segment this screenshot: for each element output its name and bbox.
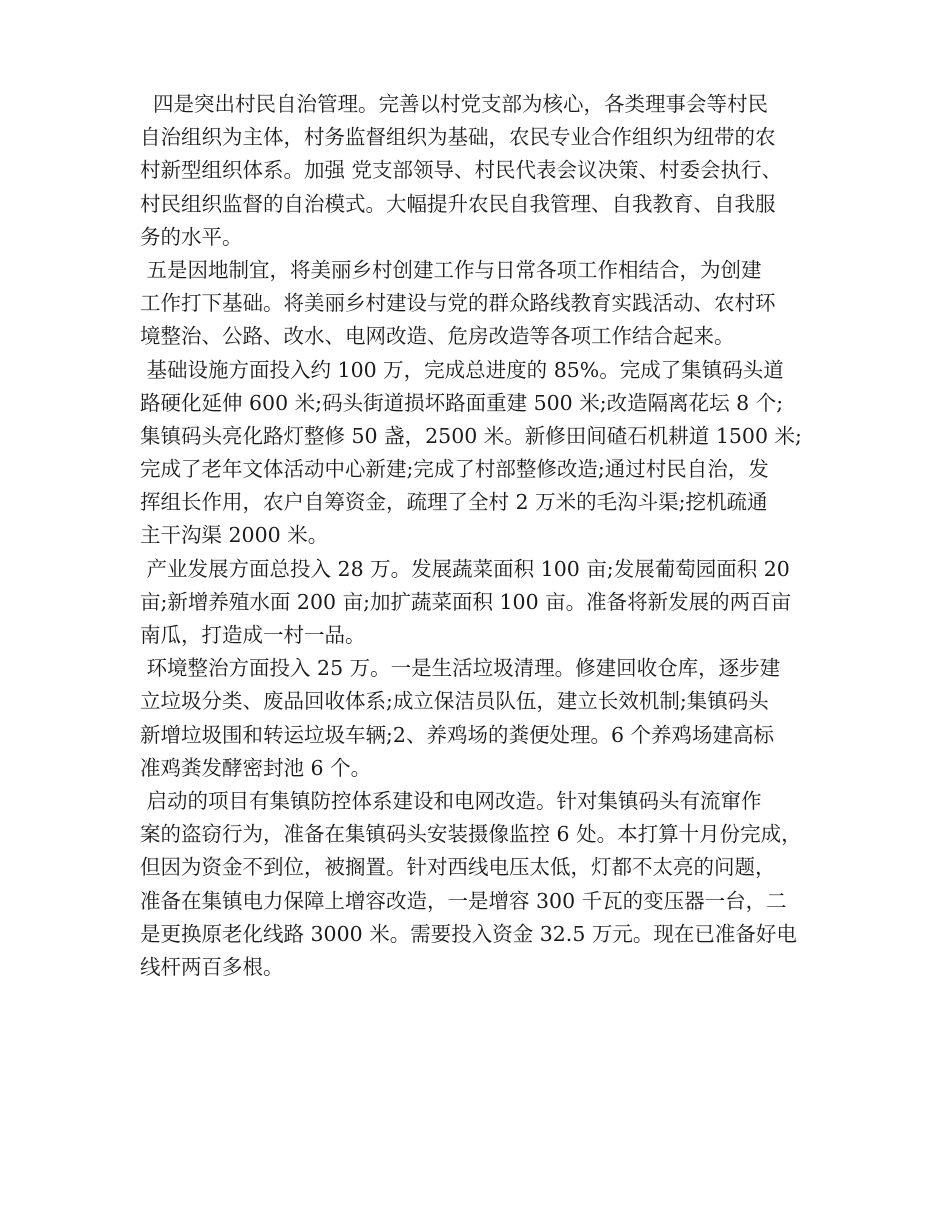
text-line: 四是突出村民自治管理。完善以村党支部为核心，各类理事会等村民 bbox=[140, 92, 769, 116]
paragraph-infrastructure bbox=[140, 354, 822, 553]
paragraph-local-conditions bbox=[140, 254, 822, 354]
paragraph-industry-development bbox=[140, 553, 822, 653]
text-line: 境整治、公路、改水、电网改造、危房改造等各项工作结合起来。 bbox=[140, 324, 735, 349]
text-line: 是更换原老化线路 3000 米。需要投入资金 32.5 万元。现在已准备好电 bbox=[140, 921, 797, 946]
text-line: 立垃圾分类、废品回收体系;成立保洁员队伍，建立长效机制;集镇码头 bbox=[140, 689, 769, 714]
text-line: 环境整治方面投入 25 万。一是生活垃圾清理。修建回收仓库，逐步建 bbox=[140, 656, 781, 681]
text-line: 五是因地制宜，将美丽乡村创建工作与日常各项工作相结合，为创建 bbox=[140, 257, 762, 282]
text-line: 村新型组织体系。加强 党支部领导、村民代表会议决策、村委会执行、 bbox=[140, 158, 783, 183]
text-line: 南瓜，打造成一村一品。 bbox=[140, 623, 366, 647]
text-line: 产业发展方面总投入 28 万。发展蔬菜面积 100 亩;发展葡萄园面积 20 bbox=[140, 556, 790, 581]
text-line: 准备在集镇电力保障上增容改造，一是增容 300 千瓦的变压器一台，二 bbox=[140, 888, 787, 913]
text-line: 村民组织监督的自治模式。大幅提升农民自我管理、自我教育、自我服 bbox=[140, 191, 776, 216]
text-line: 基础设施方面投入约 100 万，完成总进度的 85%。完成了集镇码头道 bbox=[140, 357, 784, 382]
document-body bbox=[140, 88, 822, 984]
text-line: 亩;新增养殖水面 200 亩;加扩蔬菜面积 100 亩。准备将新发展的两百亩 bbox=[140, 589, 792, 614]
paragraph-villager-self-governance bbox=[140, 88, 822, 254]
text-line: 准鸡粪发酵密封池 6 个。 bbox=[140, 755, 372, 780]
text-line: 新增垃圾围和转运垃圾车辆;2、养鸡场的粪便处理。6 个养鸡场建高标 bbox=[140, 722, 775, 747]
text-line: 启动的项目有集镇防控体系建设和电网改造。针对集镇码头有流窜作 bbox=[140, 788, 762, 813]
text-line: 工作打下基础。将美丽乡村建设与党的群众路线教育实践活动、农村环 bbox=[140, 291, 776, 316]
text-line: 完成了老年文体活动中心新建;完成了村部整修改造;通过村民自治，发 bbox=[140, 457, 769, 482]
text-line: 务的水平。 bbox=[140, 224, 243, 249]
paragraph-launched-projects bbox=[140, 785, 822, 984]
text-line: 挥组长作用，农户自筹资金，疏理了全村 2 万米的毛沟斗渠;挖机疏通 bbox=[140, 490, 768, 515]
text-line: 集镇码头亮化路灯整修 50 盏，2500 米。新修田间碴石机耕道 1500 米; bbox=[140, 423, 802, 448]
text-line: 路硬化延伸 600 米;码头街道损坏路面重建 500 米;改造隔离花坛 8 个; bbox=[140, 390, 784, 415]
text-line: 案的盗窃行为，准备在集镇码头安装摄像监控 6 处。本打算十月份完成， bbox=[140, 822, 802, 847]
text-line: 主干沟渠 2000 米。 bbox=[140, 523, 329, 548]
text-line: 但因为资金不到位，被搁置。针对西线电压太低，灯都不太亮的问题， bbox=[140, 855, 776, 880]
text-line: 线杆两百多根。 bbox=[140, 954, 284, 979]
paragraph-environment bbox=[140, 652, 822, 785]
text-line: 自治组织为主体，村务监督组织为基础，农民专业合作组织为纽带的农 bbox=[140, 125, 776, 150]
